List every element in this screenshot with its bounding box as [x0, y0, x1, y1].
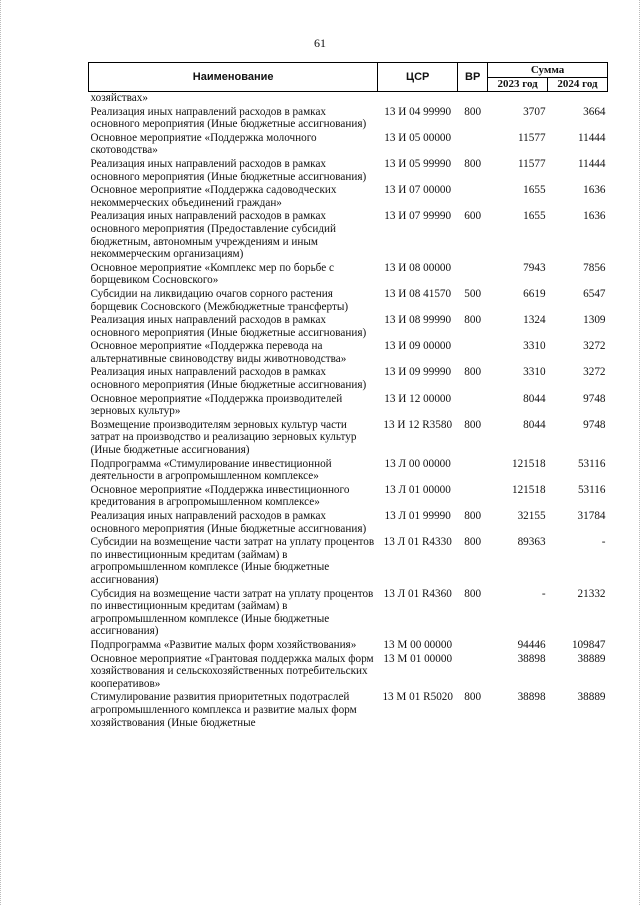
row-vr: 800	[464, 418, 482, 431]
row-amount-2023: 121518	[511, 483, 546, 496]
row-name: Субсидии на ликвидацию очагов сорного растения борщевик Сосновского (Межбюджетные трансферты)	[90, 287, 349, 313]
row-csr: 13 И 05 99990	[384, 157, 452, 170]
row-name: Подпрограмма «Развитие малых форм хозяйствования»	[90, 638, 357, 651]
row-amount-2023: 94446	[517, 638, 546, 651]
row-amount-2023: 6619	[523, 287, 546, 300]
row-amount-2023	[488, 92, 548, 106]
row-name: Реализация иных направлений расходов в рамках основного мероприятия (Иные бюджетные ассигнования)	[90, 105, 367, 131]
row-csr: 13 М 00 00000	[383, 638, 453, 651]
row-amount-2024	[548, 92, 608, 106]
row-vr: 500	[464, 287, 482, 300]
row-amount-2023: 3707	[523, 105, 546, 118]
table-row	[89, 184, 608, 210]
table-row	[89, 691, 608, 730]
table-row	[89, 158, 608, 184]
row-csr: 13 И 05 00000	[384, 131, 452, 144]
table-row	[89, 536, 608, 587]
row-vr: 800	[464, 536, 482, 549]
row-csr: 13 И 12 00000	[384, 392, 452, 405]
table-row	[89, 653, 608, 692]
row-amount-2024: 109847	[571, 638, 606, 651]
row-name: Основное мероприятие «Поддержка перевода на альтернативные свиноводству виды животноводства»	[90, 340, 347, 365]
row-name: Основное мероприятие «Поддержка производителей зерновых культур»	[90, 392, 343, 418]
table-row	[89, 639, 608, 653]
row-amount-2023: 1655	[523, 184, 546, 197]
table-row	[89, 510, 608, 536]
row-csr: 13 Л 01 R4330	[383, 536, 452, 549]
row-name: Реализация иных направлений расходов в рамках основного мероприятия (Иные бюджетные ассигнования)	[90, 157, 367, 183]
row-csr: 13 Л 00 00000	[384, 457, 451, 470]
row-csr: 13 М 01 R5020	[382, 691, 453, 704]
row-amount-2024: -	[601, 536, 606, 549]
row-vr	[458, 340, 488, 366]
row-amount-2024: 3272	[583, 340, 606, 353]
budget-table	[88, 62, 608, 730]
row-vr: 800	[464, 510, 482, 522]
page-right-edge	[636, 0, 640, 905]
row-vr	[458, 132, 488, 158]
row-csr: 13 Л 01 R4360	[383, 587, 452, 600]
row-csr: 13 Л 01 99990	[384, 510, 451, 522]
table-row	[89, 288, 608, 314]
row-amount-2023: 8044	[523, 392, 546, 405]
row-csr: 13 И 09 00000	[384, 340, 452, 353]
row-name: Субсидии на возмещение части затрат на уплату процентов по инвестиционным кредитам (займам) в агропромышленном комплексе (Иные бюджетные ассигнования)	[90, 536, 375, 586]
table-body	[89, 92, 608, 731]
row-amount-2024: 1636	[583, 184, 606, 197]
table-row	[89, 588, 608, 639]
row-amount-2023: 89363	[517, 536, 546, 549]
row-vr	[458, 393, 488, 419]
row-name: Реализация иных направлений расходов в рамках основного мероприятия (Иные бюджетные ассигнования)	[90, 366, 367, 392]
row-amount-2024: 31784	[577, 510, 606, 522]
row-csr: 13 И 04 99990	[384, 105, 452, 118]
row-name: Основное мероприятие «Поддержка садоводческих некоммерческих объединений граждан»	[90, 184, 337, 209]
header-name: Наименование	[89, 63, 378, 92]
row-amount-2024: 7856	[583, 261, 606, 274]
row-amount-2024: 9748	[583, 392, 606, 405]
row-amount-2023: 7943	[523, 261, 546, 274]
row-amount-2023: 1655	[523, 210, 546, 223]
row-amount-2023: 3310	[523, 366, 546, 379]
row-vr: 800	[464, 157, 482, 170]
row-vr	[458, 262, 488, 288]
table-row	[89, 262, 608, 288]
table-row	[89, 106, 608, 132]
page-number: 61	[314, 36, 326, 50]
row-vr: 800	[464, 691, 482, 704]
table-row	[89, 393, 608, 419]
row-amount-2024: 53116	[577, 483, 606, 496]
row-name: Стимулирование развития приоритетных подотраслей агропромышленного комплекса и развитие малых форм хозяйствования (Иные бюджетные	[90, 691, 357, 729]
row-amount-2024: 53116	[577, 457, 606, 470]
row-csr: 13 М 01 00000	[383, 652, 453, 665]
row-name: Основное мероприятие «Комплекс мер по борьбе с борщевиком Сосновского»	[90, 261, 334, 287]
row-amount-2023: 11577	[517, 157, 546, 170]
row-amount-2023: 38898	[517, 652, 546, 665]
row-amount-2024: 11444	[577, 157, 606, 170]
table-row	[89, 458, 608, 484]
page-left-edge	[0, 0, 4, 905]
row-name: Основное мероприятие «Поддержка молочного скотоводства»	[90, 131, 317, 157]
row-amount-2023: 32155	[517, 510, 546, 522]
row-vr: 600	[464, 210, 482, 223]
row-amount-2024: 6547	[583, 287, 606, 300]
row-vr: 800	[464, 314, 482, 327]
row-amount-2024: 9748	[583, 418, 606, 431]
row-vr: 800	[464, 105, 482, 118]
row-amount-2024: 3664	[583, 105, 606, 118]
row-csr: 13 И 12 R3580	[383, 418, 453, 431]
row-csr: 13 И 07 00000	[384, 184, 452, 197]
row-name: Субсидия на возмещение части затрат на уплату процентов по инвестиционным кредитам (займам) в агропромышленном комплексе (Иные бюджетные ассигнования)	[90, 587, 374, 638]
row-name: Реализация иных направлений расходов в рамках основного мероприятия (Предоставление субсидий бюджетным, автономным учреждениям и иным некоммерческим организациям)	[90, 210, 336, 261]
header-sum: Сумма	[488, 63, 608, 78]
row-amount-2024: 38889	[577, 691, 606, 704]
row-vr	[458, 484, 488, 510]
table-row	[89, 210, 608, 261]
row-amount-2024: 11444	[577, 131, 606, 144]
row-name: хозяйствах»	[90, 92, 148, 104]
row-amount-2023: 121518	[511, 457, 546, 470]
table-row	[89, 92, 608, 106]
row-name: Реализация иных направлений расходов в рамках основного мероприятия (Иные бюджетные ассигнования)	[90, 314, 367, 339]
row-vr: 800	[464, 587, 482, 600]
row-csr: 13 Л 01 00000	[384, 483, 451, 496]
row-vr	[458, 92, 488, 106]
row-name: Основное мероприятие «Поддержка инвестиционного кредитования в агропромышленном комплексе»	[90, 483, 350, 509]
row-name: Реализация иных направлений расходов в рамках основного мероприятия (Иные бюджетные ассигнования)	[90, 510, 367, 535]
row-csr: 13 И 08 00000	[384, 261, 452, 274]
header-vr: ВР	[458, 63, 488, 92]
row-csr: 13 И 07 99990	[384, 210, 452, 223]
row-amount-2023: 38898	[517, 691, 546, 704]
row-amount-2024: 1636	[583, 210, 606, 223]
row-vr	[458, 639, 488, 653]
row-name: Основное мероприятие «Грантовая поддержка малых форм хозяйствования и сельскохозяйственных потребительских кооперативов»	[90, 652, 374, 690]
row-amount-2023: 1324	[523, 314, 546, 327]
row-vr	[458, 184, 488, 210]
row-csr: 13 И 08 99990	[384, 314, 452, 327]
header-year-2024: 2024 год	[548, 78, 608, 92]
row-vr	[458, 653, 488, 692]
row-amount-2023: 11577	[517, 131, 546, 144]
row-amount-2024: 3272	[583, 366, 606, 379]
row-amount-2024: 1309	[583, 314, 606, 327]
row-csr	[378, 92, 458, 106]
row-vr: 800	[464, 366, 482, 379]
header-csr: ЦСР	[378, 63, 458, 92]
row-amount-2023: 8044	[523, 418, 546, 431]
row-csr: 13 И 08 41570	[384, 287, 452, 300]
header-year-2023: 2023 год	[488, 78, 548, 92]
row-amount-2023: 3310	[523, 340, 546, 353]
table-row	[89, 419, 608, 458]
table-row	[89, 366, 608, 392]
row-csr: 13 И 09 99990	[384, 366, 452, 379]
table-row	[89, 132, 608, 158]
row-name: Возмещение производителям зерновых культур части затрат на производство и реализацию зерновых культур (Иные бюджетные ассигнования)	[90, 418, 357, 457]
row-amount-2023: -	[541, 587, 546, 600]
row-vr	[458, 458, 488, 484]
table-row	[89, 484, 608, 510]
table-row	[89, 340, 608, 366]
row-amount-2024: 38889	[577, 652, 606, 665]
row-name: Подпрограмма «Стимулирование инвестиционной деятельности в агропромышленном комплексе»	[90, 457, 332, 483]
row-amount-2024: 21332	[577, 587, 606, 600]
table-row	[89, 314, 608, 340]
